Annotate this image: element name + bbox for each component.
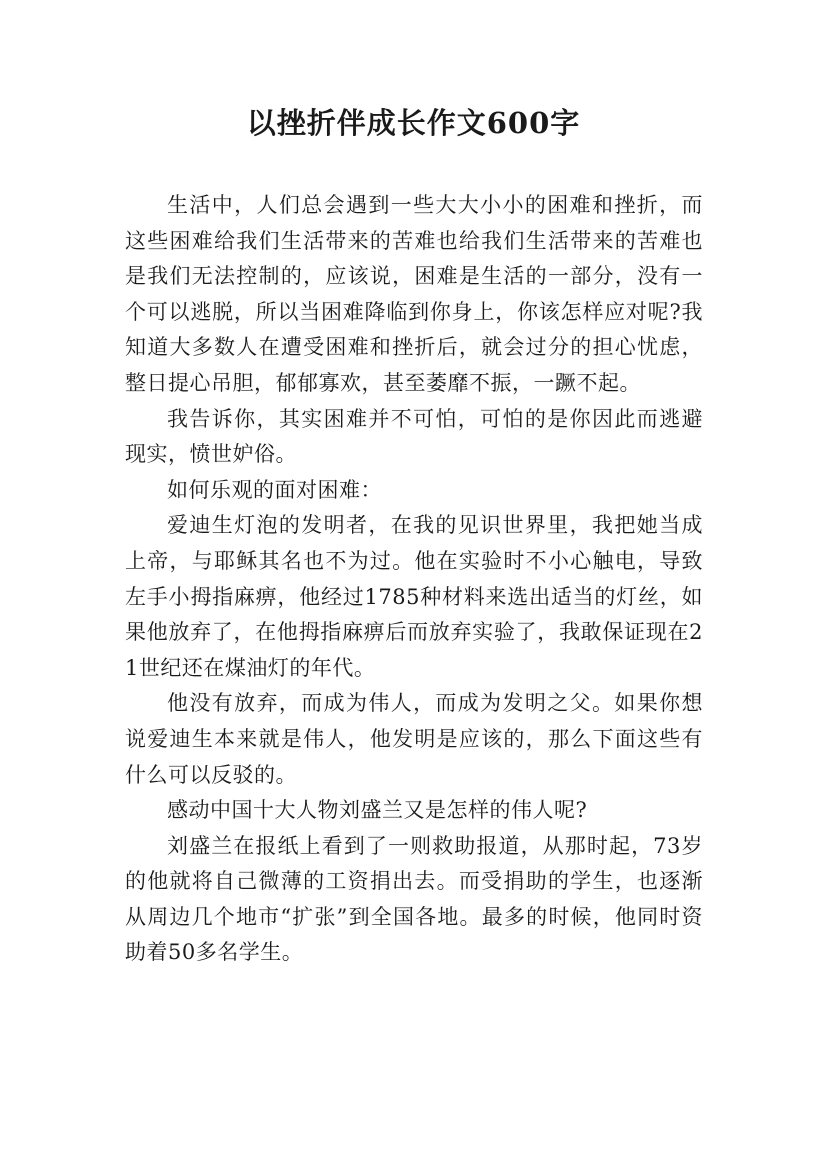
paragraph-1: 生活中，人们总会遇到一些大大小小的困难和挫折，而这些困难给我们生活带来的苦难也给我们生活带来的苦难也是我们无法控制的，应该说，困难是生活的一部分，没有一个可以逃脱，所以当困难降临到你身上，你该怎样应对呢?我知道大多数人在遭受困难和挫折后，就会过分的担心忧虑，整日提心吊胆，郁郁寡欢，甚至萎靡不振，一蹶不起。 bbox=[125, 193, 703, 395]
paragraph-6: 感动中国十大人物刘盛兰又是怎样的伟人呢? bbox=[167, 798, 588, 823]
document-title: 以挫折伴成长作文600字 bbox=[246, 106, 581, 140]
paragraph-7: 刘盛兰在报纸上看到了一则救助报道，从那时起，73岁的他就将自己微薄的工资捐出去。而受捐助的学生，也逐渐从周边几个地市“扩张”到全国各地。最多的时候，他同时资助着50多名学生。 bbox=[125, 833, 703, 965]
paragraph-5: 他没有放弃，而成为伟人，而成为发明之父。如果你想说爱迪生本来就是伟人，他发明是应该的，那么下面这些有什么可以反驳的。 bbox=[125, 691, 703, 787]
paragraph-3: 如何乐观的面对困难： bbox=[167, 477, 382, 502]
document-body bbox=[125, 188, 703, 971]
paragraph-2: 我告诉你，其实困难并不可怕，可怕的是你因此而逃避现实，愤世妒俗。 bbox=[125, 406, 703, 467]
paragraph-4: 爱迪生灯泡的发明者，在我的见识世界里，我把她当成上帝，与耶稣其名也不为过。他在实验时不小心触电，导致左手小拇指麻痹，他经过1785种材料来选出适当的灯丝，如果他放弃了，在他拇指麻痹后而放弃实验了，我敢保证现在21世纪还在煤油灯的年代。 bbox=[125, 513, 703, 680]
